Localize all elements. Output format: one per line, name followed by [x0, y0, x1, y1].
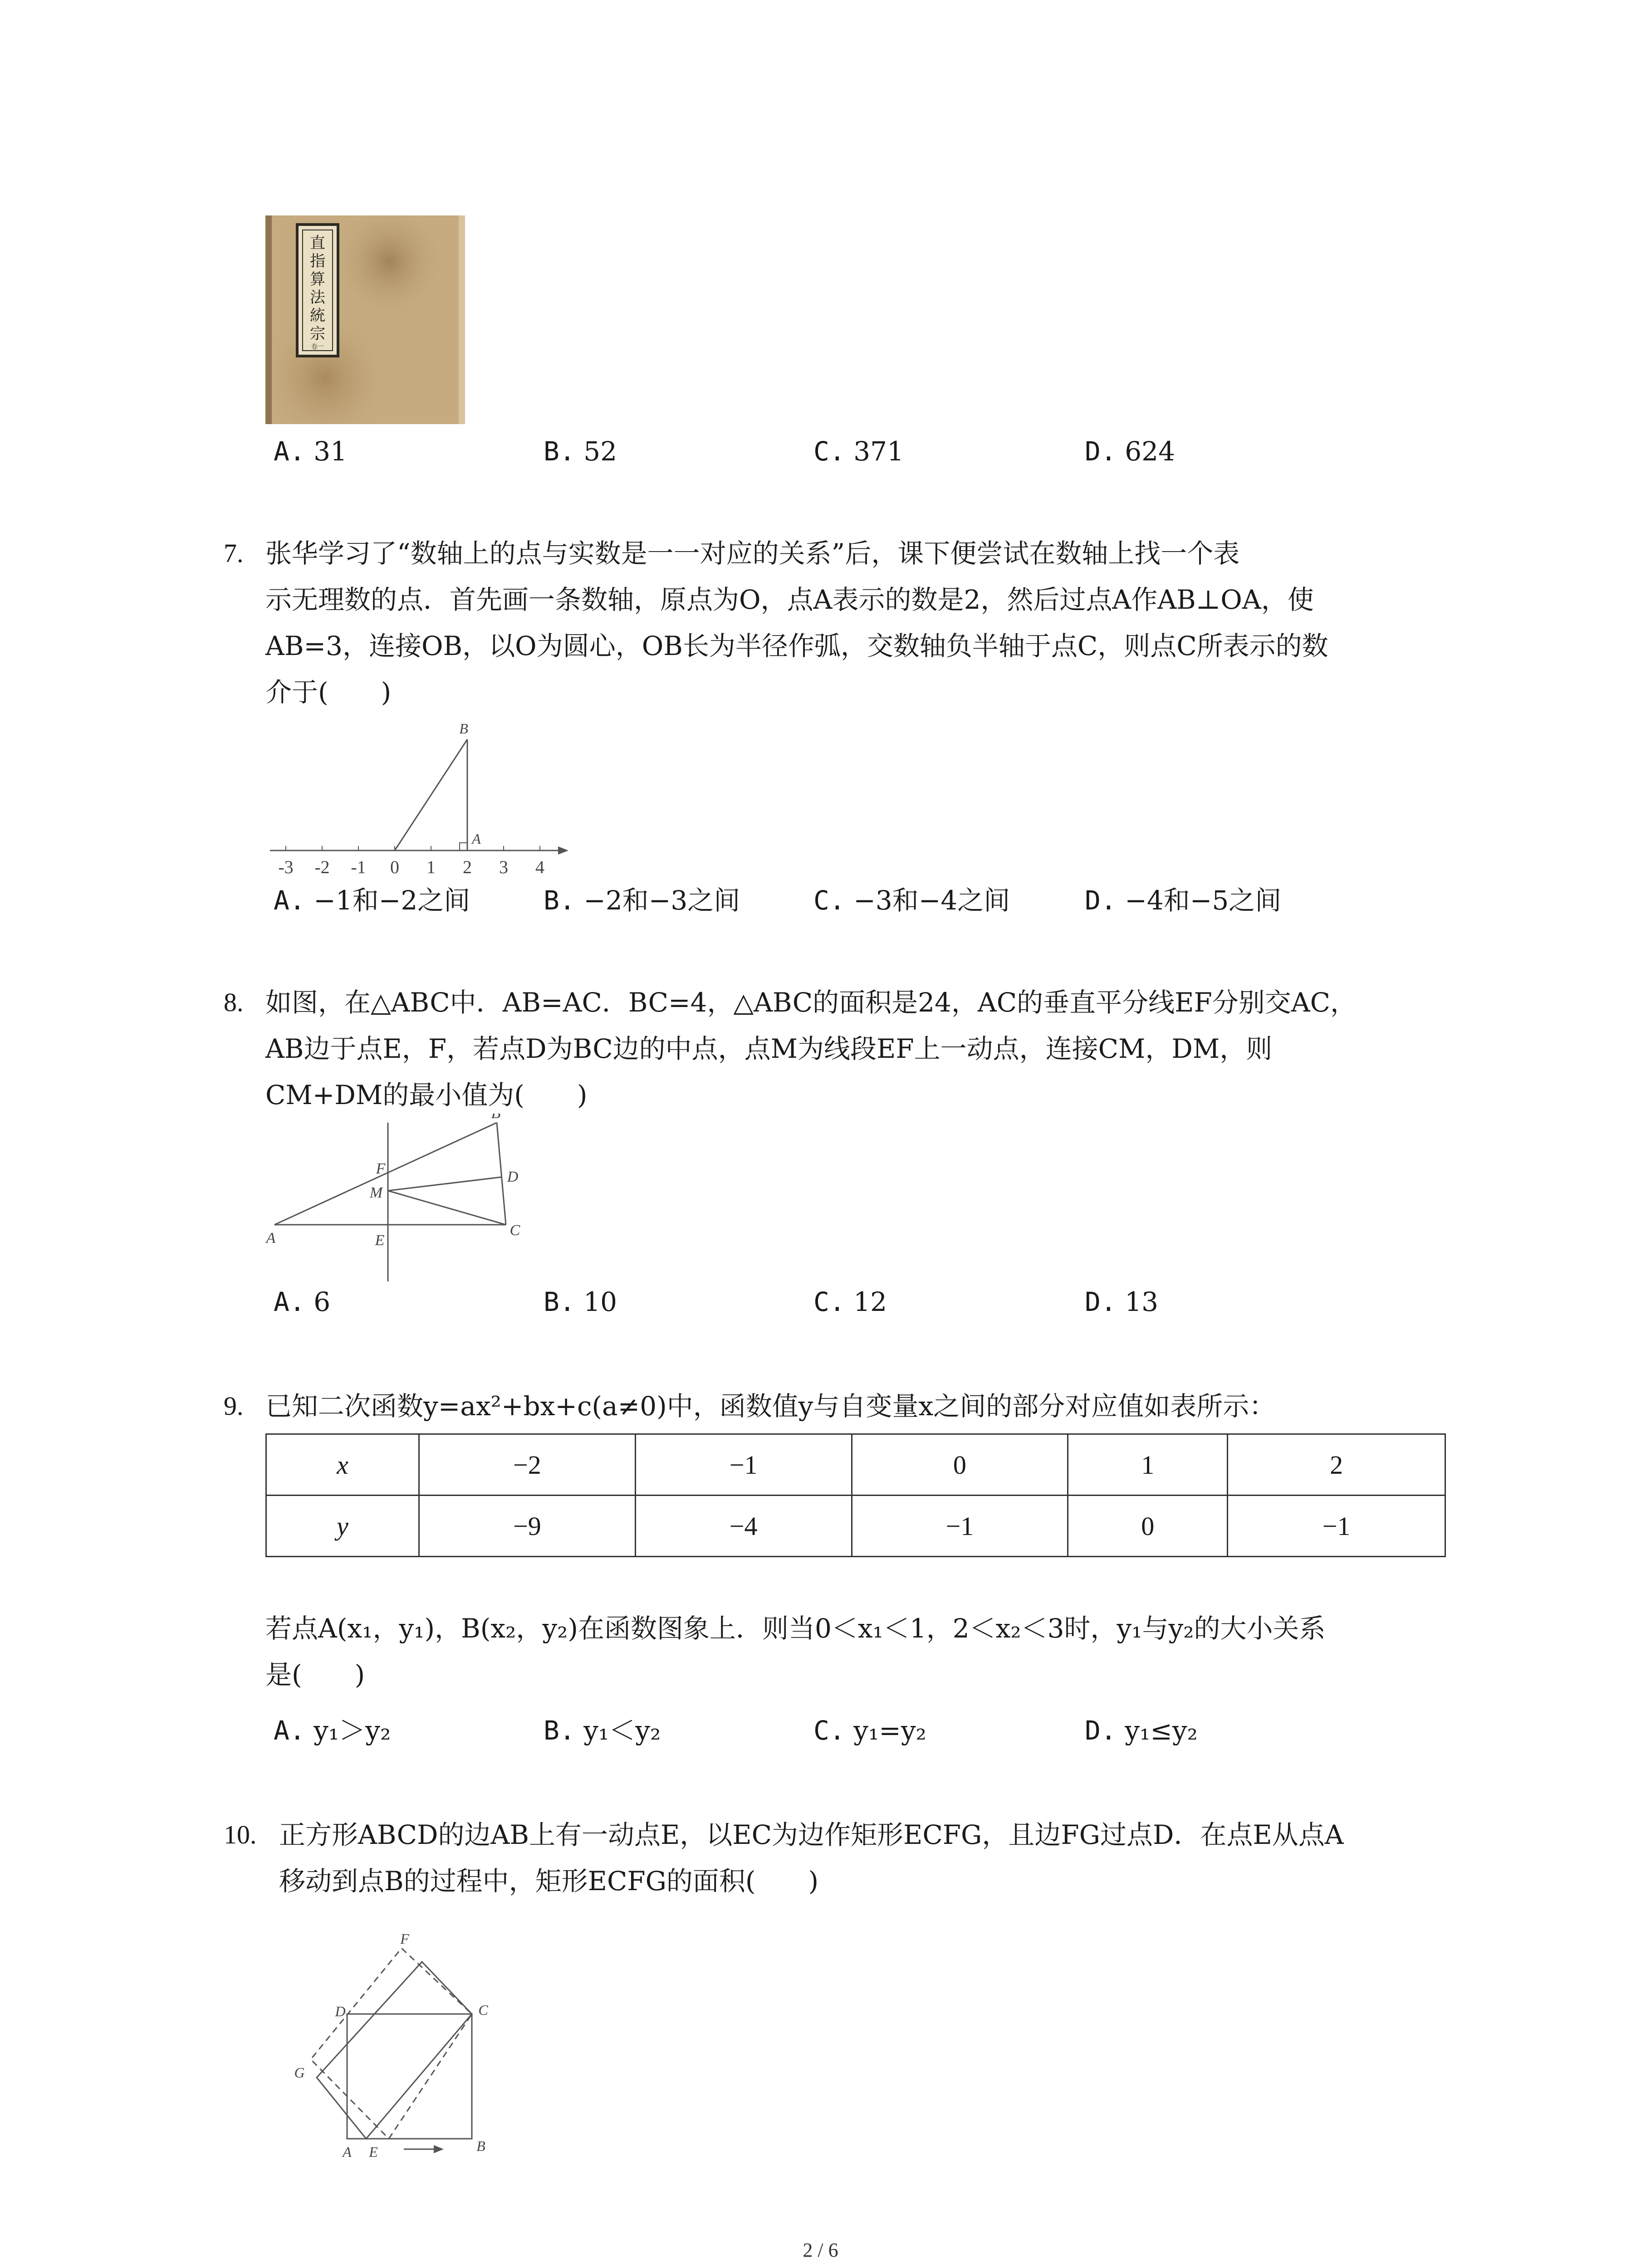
label-g: G — [294, 2064, 305, 2081]
q8-line-2: AB边于点E，F，若点D为BC边的中点，点M为线段EF上一动点，连接CM，DM，则 — [265, 1033, 1273, 1064]
book-volume: 卷一 — [311, 344, 324, 351]
q7-option-b-value: −2和−3之间 — [583, 885, 740, 916]
q9-stem: 已知二次函数y=ax²+bx+c(a≠0)中，函数值y与自变量x之间的部分对应值如表所示： — [265, 1391, 1276, 1422]
q7-option-a: A. −1和−2之间 — [274, 885, 470, 916]
q9-value-table — [265, 1433, 1446, 1557]
q8-number: 8. — [224, 987, 244, 1017]
q9-option-c-value: y₁=y₂ — [853, 1715, 926, 1746]
q6-option-b-value: 52 — [583, 436, 617, 467]
table-cell: 0 — [852, 1434, 1068, 1496]
q8-option-a: A. 6 — [274, 1286, 331, 1317]
q7-line-3: AB=3，连接OB，以O为圆心，OB长为半径作弧，交数轴负半轴于点C，则点C所表示的数 — [265, 631, 1328, 661]
q7-option-d: D. −4和−5之间 — [1085, 885, 1282, 916]
q8-triangle-figure — [261, 1114, 542, 1286]
q9-option-b: B. y₁＜y₂ — [544, 1715, 661, 1746]
table-cell: −1 — [635, 1434, 852, 1496]
label-b — [491, 1114, 501, 1122]
table-cell: x — [266, 1434, 419, 1496]
table-cell: 0 — [1068, 1496, 1228, 1557]
q7-option-a-value: −1和−2之间 — [314, 885, 470, 916]
page-number: 2 / 6 — [803, 2239, 838, 2261]
label-c: C — [478, 2002, 488, 2018]
q7-line-1: 张华学习了“数轴上的点与实数是一一对应的关系”后，课下便尝试在数轴上找一个表 — [265, 538, 1240, 569]
q7-line-4: 介于( ) — [265, 677, 392, 708]
q9-option-a-value: y₁＞y₂ — [314, 1715, 391, 1746]
q8-option-c: C. 12 — [813, 1286, 887, 1317]
book-title-3: 算 — [310, 271, 325, 288]
q6-option-b: B. 52 — [544, 436, 617, 467]
q7-number: 7. — [224, 538, 244, 568]
label-d: D — [335, 2003, 346, 2019]
q9-option-c: C. y₁=y₂ — [813, 1715, 926, 1746]
q10-line-1: 正方形ABCD的边AB上有一动点E，以EC为边作矩形ECFG，且边FG过点D．在点E从点A — [279, 1819, 1344, 1850]
q8-option-c-value: 12 — [853, 1286, 887, 1317]
label-b: B — [459, 720, 468, 737]
q7-number-line-figure — [265, 714, 574, 887]
q6-option-d: D. 624 — [1085, 436, 1175, 467]
q8-line-3: CM+DM的最小值为( ) — [265, 1080, 588, 1110]
q8-line-1: 如图，在△ABC中．AB=AC．BC=4，△ABC的面积是24，AC的垂直平分线EF分别交AC， — [265, 987, 1357, 1018]
q7-option-b: B. −2和−3之间 — [544, 885, 740, 916]
table-cell: −4 — [635, 1496, 852, 1557]
table-cell: 1 — [1068, 1434, 1228, 1496]
tick--1: -1 — [351, 857, 366, 877]
q9-line-2: 是( ) — [265, 1659, 365, 1690]
label-a: A — [343, 2144, 352, 2160]
q8-option-d-value: 13 — [1125, 1286, 1159, 1317]
q6-option-c-value: 371 — [853, 436, 904, 467]
tick-3: 3 — [499, 857, 508, 877]
table-cell: −1 — [1228, 1496, 1445, 1557]
tick-2: 2 — [463, 857, 472, 877]
tick-0: 0 — [390, 857, 399, 877]
label-m: M — [369, 1184, 383, 1201]
q7-option-c: C. −3和−4之间 — [813, 885, 1010, 916]
book-title-2: 指 — [310, 253, 325, 270]
tick--2: -2 — [314, 857, 330, 877]
q9-line-1: 若点A(x₁，y₁)，B(x₂，y₂)在函数图象上．则当0＜x₁＜1，2＜x₂＜3时，y₁与y₂的大小关系 — [265, 1613, 1326, 1644]
label-d: D — [507, 1168, 519, 1185]
q8-option-b: B. 10 — [544, 1286, 617, 1317]
book-title-4: 法 — [310, 289, 325, 306]
q7-line-2: 示无理数的点．首先画一条数轴，原点为O，点A表示的数是2，然后过点A作AB⊥OA，使 — [265, 584, 1314, 615]
q6-option-c: C. 371 — [813, 436, 904, 467]
q7-option-d-value: −4和−5之间 — [1125, 885, 1282, 916]
label-e: E — [369, 2144, 378, 2160]
q8-option-d: D. 13 — [1085, 1286, 1159, 1317]
q9-option-d: D. y₁≤y₂ — [1085, 1715, 1198, 1746]
q10-number: 10. — [224, 1820, 257, 1849]
label-b: B — [476, 2138, 485, 2154]
table-cell: 2 — [1228, 1434, 1445, 1496]
tick--3: -3 — [278, 857, 294, 877]
q8-option-b-value: 10 — [583, 1286, 617, 1317]
label-a: A — [266, 1230, 276, 1246]
label-a: A — [472, 831, 481, 847]
q9-option-d-value: y₁≤y₂ — [1125, 1715, 1198, 1746]
q9-option-a: A. y₁＞y₂ — [274, 1715, 391, 1746]
book-title-6: 宗 — [310, 326, 325, 342]
book-title-5: 統 — [310, 308, 325, 324]
q6-option-a: A. 31 — [274, 436, 348, 467]
q7-option-c-value: −3和−4之间 — [853, 885, 1010, 916]
label-c: C — [509, 1222, 520, 1239]
label-e: E — [375, 1232, 385, 1249]
tick-1: 1 — [426, 857, 436, 877]
label-f: F — [400, 1931, 409, 1947]
q6-option-a-value: 31 — [314, 436, 348, 467]
book-image — [265, 215, 465, 424]
table-row-x — [266, 1434, 1445, 1496]
table-cell: −2 — [419, 1434, 636, 1496]
q9-number: 9. — [224, 1391, 244, 1421]
q9-option-b-value: y₁＜y₂ — [583, 1715, 661, 1746]
table-cell: y — [266, 1496, 419, 1557]
q6-option-d-value: 624 — [1125, 436, 1175, 467]
table-row-y — [266, 1496, 1445, 1557]
q10-line-2: 移动到点B的过程中，矩形ECFG的面积( ) — [279, 1866, 819, 1897]
tick-4: 4 — [535, 857, 544, 877]
q8-option-a-value: 6 — [314, 1286, 331, 1317]
book-title-1: 直 — [310, 235, 325, 252]
label-f: F — [376, 1160, 386, 1177]
table-cell: −9 — [419, 1496, 636, 1557]
q10-square-figure — [268, 1910, 504, 2164]
table-cell: −1 — [852, 1496, 1068, 1557]
